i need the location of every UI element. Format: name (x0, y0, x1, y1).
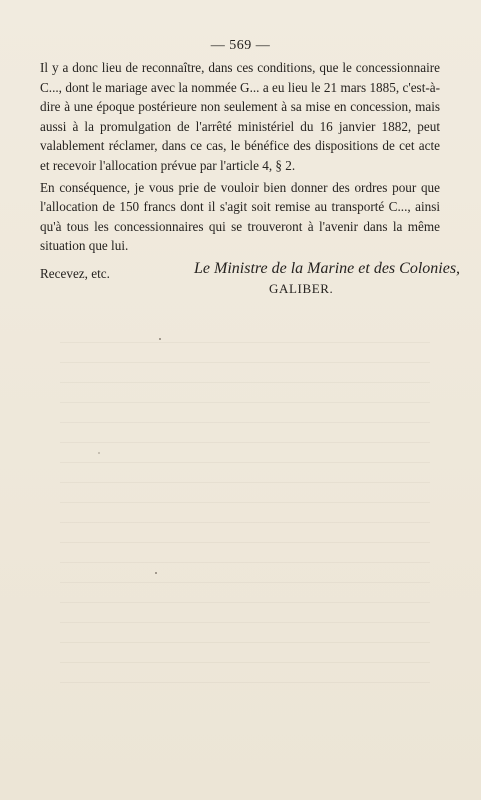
page-number: — 569 — (210, 38, 271, 53)
paper-speck (159, 338, 161, 340)
paper-speck (98, 452, 100, 454)
closing-line: Recevez, etc. (40, 265, 110, 281)
signature-title: Le Ministre de la Marine et des Colonies, (194, 260, 461, 277)
signature-name: GALIBER. (269, 281, 334, 296)
body-paragraph-1: Il y a donc lieu de reconnaître, dans ces conditions, que le concessionnaire C..., dont le mariage avec la nommée G... a eu lieu le 21 mars 1885, c'est-à-dire à une époque postérieure non seulement à sa mise en concession, mais aussi à la promulgation de l'arrêté ministériel du 16 janvier 1882, peut valablement réclamer, dans ce cas, le bénéfice des dispositions de cet acte et recevoir l'allocation prévue par l'article 4, § 2. (40, 60, 440, 173)
paper-speck (155, 572, 157, 574)
letter-body (40, 58, 440, 284)
body-paragraph-2: En conséquence, je vous prie de vouloir bien donner des ordres pour que l'allocation de 150 francs dont il s'agit soit remise au transporté C..., ainsi qu'à tous les concessionnaires qui se trouveront à l'avenir dans la même situation que lui. (40, 179, 440, 254)
show-through-text (60, 330, 430, 690)
